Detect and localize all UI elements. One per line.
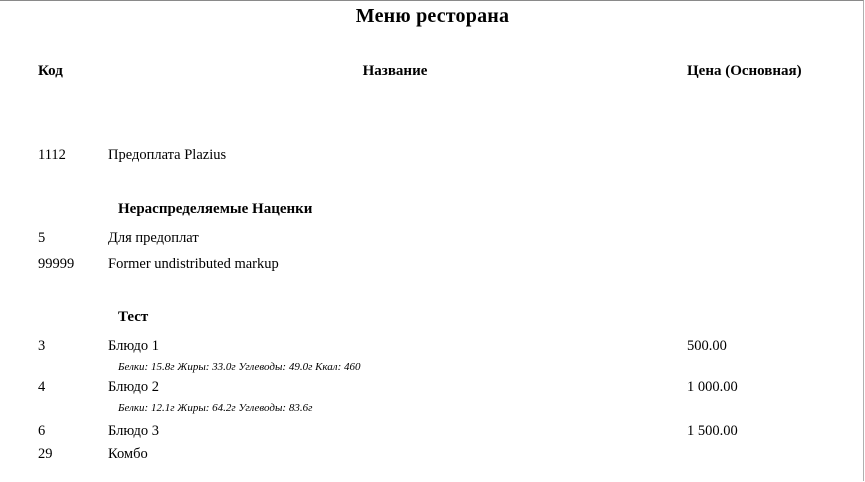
column-header-price: Цена (Основная) bbox=[687, 63, 802, 79]
item-name: Для предоплат bbox=[108, 230, 199, 246]
item-code: 99999 bbox=[38, 256, 75, 272]
item-code: 1112 bbox=[38, 147, 66, 163]
item-nutrition: Белки: 12.1г Жиры: 64.2г Углеводы: 83.6г bbox=[118, 402, 313, 414]
item-price: 1 500.00 bbox=[687, 423, 738, 439]
item-name: Блюдо 1 bbox=[108, 338, 159, 354]
item-name: Предоплата Plazius bbox=[108, 147, 227, 163]
item-code: 3 bbox=[38, 338, 46, 354]
group-heading: Нераспределяемые Наценки bbox=[118, 201, 313, 217]
item-price: 500.00 bbox=[687, 338, 727, 354]
column-header-name: Название bbox=[362, 63, 428, 79]
item-name: Former undistributed markup bbox=[108, 256, 279, 272]
item-name: Комбо bbox=[108, 446, 148, 462]
item-code: 29 bbox=[38, 446, 53, 462]
report-title: Меню ресторана bbox=[355, 5, 510, 27]
item-price: 1 000.00 bbox=[687, 379, 738, 395]
item-code: 4 bbox=[38, 379, 46, 395]
item-code: 5 bbox=[38, 230, 46, 246]
item-name: Блюдо 2 bbox=[108, 379, 159, 395]
item-code: 6 bbox=[38, 423, 46, 439]
item-nutrition: Белки: 15.8г Жиры: 33.0г Углеводы: 49.0г Ккал: 460 bbox=[118, 361, 361, 373]
column-header-code: Код bbox=[38, 63, 63, 79]
group-heading: Тест bbox=[118, 309, 149, 325]
item-name: Блюдо 3 bbox=[108, 423, 159, 439]
